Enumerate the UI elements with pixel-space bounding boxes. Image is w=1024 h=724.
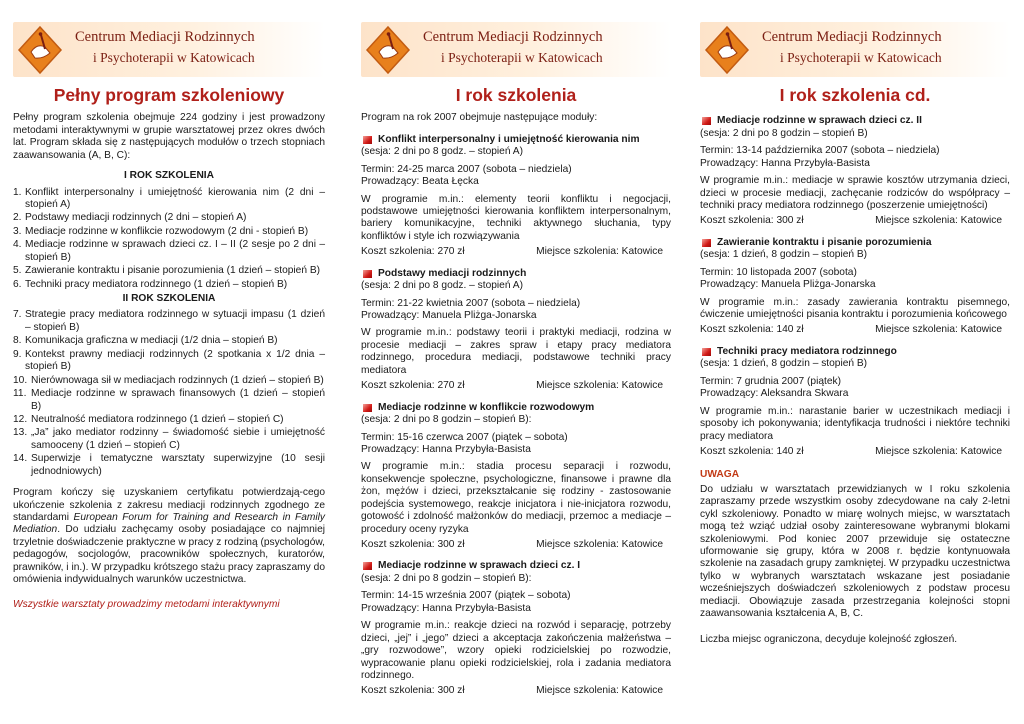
module-session: (sesja: 1 dzień, 8 godzin – stopień B) bbox=[700, 249, 868, 261]
module-list-item bbox=[13, 279, 325, 291]
limit-note: Liczba miejsc ograniczona, decyduje kolejność zgłoszeń. bbox=[700, 633, 958, 645]
module-cost-row bbox=[361, 246, 671, 258]
module-description: W programie m.in.: zasady zawierania kontraktu pisemnego, ćwiczenie umiejętności pisania kontraktu i porozumienia końcowego bbox=[700, 296, 1010, 321]
module-cost-row bbox=[700, 446, 1010, 458]
module-cost: Koszt szkolenia: 300 zł bbox=[700, 215, 804, 227]
module-cost-row bbox=[700, 324, 1010, 336]
module-title bbox=[700, 115, 1010, 127]
module-list-item bbox=[13, 414, 325, 426]
module-session: (sesja: 2 dni po 8 godzin – stopień B): bbox=[361, 414, 532, 426]
closing-text-a: Program kończy się uzyskaniem certyfikatu potwierdzają-cego ukończenie szkolenia z zakresu mediacji rodzinnych zgodnego ze standardami bbox=[13, 487, 325, 524]
module-session: (sesja: 2 dni po 8 godz. – stopień A) bbox=[361, 146, 523, 158]
bullet-icon bbox=[363, 136, 372, 144]
module-description: W programie m.in.: reakcje dzieci na rozwód i separację, potrzeby dzieci, „jej” i „jego” dzieci a akceptacja zakończenia małżeństwa – „gry rozwodowe”, wzory opieki rodzicielskiej po rozwodzie, wypracowanie planu opieki rodzicielskiej, rola i zadania mediatora rodzinnego. bbox=[361, 620, 671, 681]
org-name-line1: Centrum Mediacji Rodzinnych bbox=[762, 29, 942, 45]
footer-note: Wszystkie warsztaty prowadzimy metodami interaktywnymi bbox=[13, 598, 280, 610]
bullet-icon bbox=[363, 404, 372, 412]
module-term: Termin: 15-16 czerwca 2007 (piątek – sobota) bbox=[361, 431, 568, 443]
module-title bbox=[361, 134, 671, 146]
module-list bbox=[361, 134, 671, 698]
module-list-item bbox=[13, 239, 325, 264]
module-title-text: Techniki pracy mediatora rodzinnego bbox=[717, 345, 897, 357]
module-list-item bbox=[13, 427, 325, 452]
year1-module-list bbox=[13, 187, 325, 292]
org-name-line2: i Psychoterapii w Katowicach bbox=[780, 50, 942, 65]
pen-hand-icon bbox=[365, 25, 411, 75]
module-list-item bbox=[13, 309, 325, 334]
module-session: (sesja: 2 dni po 8 godzin – stopień B) bbox=[700, 127, 868, 139]
list-number: 4. bbox=[13, 239, 22, 251]
module-term: Termin: 10 listopada 2007 (sobota) bbox=[700, 266, 857, 278]
intro-text: Program na rok 2007 obejmuje następujące moduły: bbox=[361, 112, 598, 124]
module-place: Miejsce szkolenia: Katowice bbox=[536, 539, 663, 551]
org-name-line1: Centrum Mediacji Rodzinnych bbox=[423, 29, 603, 45]
module-cost-row bbox=[361, 539, 671, 551]
section-title: I rok szkolenia cd. bbox=[779, 85, 931, 105]
intro-text: Pełny program szkolenia obejmuje 224 godziny i jest prowadzony metodami interaktywnymi w grupie warsztatowej przez okres dwóch lat. Program składa się z następujących modułów o trzech stopniach zaawansowania (A, B, C): bbox=[13, 112, 325, 161]
org-name-line2: i Psychoterapii w Katowicach bbox=[441, 50, 603, 65]
module-description: W programie m.in.: mediacje w sprawie kosztów utrzymania dzieci, dzieci w procesie mediacji, zachęcanie rodziców do współpracy – techniki pracy mediatora rodzinnego (poszerzenie umiejętności) bbox=[700, 175, 1010, 211]
list-number: 6. bbox=[13, 278, 22, 290]
module-cost-row bbox=[700, 215, 1010, 227]
module-list-item bbox=[13, 187, 325, 212]
module-block bbox=[700, 115, 1010, 228]
org-name-line1: Centrum Mediacji Rodzinnych bbox=[75, 29, 255, 45]
module-description: W programie m.in.: stadia procesu separacji i rozwodu, konsekwencje społeczne, psychologiczne, finansowe i prawne dla żon, mężów i dzieci, przekształcanie się rodziny - zastosowanie podejścia systemowego, reakcje inicjatora i nie-inicjatora rozwodu, gotowość i zdolność małżonków do mediacji, przemoc a mediacje – procedury oceny ryzyka bbox=[361, 461, 671, 535]
module-cost: Koszt szkolenia: 270 zł bbox=[361, 246, 465, 258]
module-place: Miejsce szkolenia: Katowice bbox=[875, 215, 1002, 227]
module-list-item bbox=[13, 349, 325, 374]
module-title-text: Mediacje rodzinne w sprawach dzieci cz. II bbox=[717, 115, 922, 127]
closing-text-em: European Forum for Training and Research in Family Mediation bbox=[13, 512, 325, 536]
module-leader: Prowadzący: Aleksandra Skwara bbox=[700, 388, 849, 400]
module-description: W programie m.in.: podstawy teorii i praktyki mediacji, rodzina w procesie mediacji – zakres spraw i etapy pracy mediatora rodzinnego, procedura mediacji, podstawowe techniki pracy mediatora bbox=[361, 327, 671, 376]
column-year1-cont bbox=[700, 22, 1010, 646]
list-number: 14. bbox=[13, 453, 28, 465]
module-session: (sesja: 2 dni po 8 godzin – stopień B): bbox=[361, 572, 532, 584]
module-cost: Koszt szkolenia: 140 zł bbox=[700, 445, 804, 457]
list-text: Neutralność mediatora rodzinnego (1 dzień – stopień C) bbox=[31, 413, 284, 425]
module-block bbox=[361, 134, 671, 259]
notice-label: UWAGA bbox=[700, 469, 740, 481]
module-leader: Prowadzący: Manuela Pliżga-Jonarska bbox=[361, 310, 537, 322]
module-title-text: Zawieranie kontraktu i pisanie porozumienia bbox=[717, 236, 932, 248]
module-title bbox=[700, 237, 1010, 249]
list-text: „Ja” jako mediator rodzinny – świadomość siebie i umiejętność samooceny (1 dzień – stopień C) bbox=[31, 427, 325, 451]
module-leader: Prowadzący: Beata Łęcka bbox=[361, 176, 479, 188]
year2-module-list bbox=[13, 309, 325, 478]
list-number: 8. bbox=[13, 335, 22, 347]
module-list-item bbox=[13, 265, 325, 277]
list-text: Superwizje i tematyczne warsztaty superwizyjne (10 sesji jednodniowych) bbox=[31, 453, 325, 477]
list-number: 12. bbox=[13, 413, 28, 425]
module-list bbox=[700, 115, 1010, 458]
list-number: 3. bbox=[13, 225, 22, 237]
closing-text bbox=[13, 487, 325, 587]
module-cost: Koszt szkolenia: 300 zł bbox=[361, 539, 465, 551]
brand-header bbox=[13, 22, 325, 77]
list-text: Mediacje rodzinne w sprawach finansowych (1 dzień – stopień B) bbox=[31, 388, 325, 412]
list-number: 10. bbox=[13, 374, 28, 386]
pen-hand-icon bbox=[704, 25, 750, 75]
bullet-icon bbox=[702, 117, 711, 125]
module-cost: Koszt szkolenia: 140 zł bbox=[700, 324, 804, 336]
module-term: Termin: 24-25 marca 2007 (sobota – niedziela) bbox=[361, 163, 572, 175]
list-number: 5. bbox=[13, 265, 22, 277]
module-title bbox=[361, 268, 671, 280]
module-list-item bbox=[13, 453, 325, 478]
module-place: Miejsce szkolenia: Katowice bbox=[875, 445, 1002, 457]
module-title bbox=[361, 402, 671, 414]
brand-header bbox=[361, 22, 671, 77]
module-title bbox=[700, 346, 1010, 358]
module-block bbox=[361, 268, 671, 393]
module-title-text: Mediacje rodzinne w konflikcie rozwodowym bbox=[378, 401, 595, 413]
list-number: 13. bbox=[13, 427, 28, 439]
list-number: 7. bbox=[13, 309, 22, 321]
list-text: Mediacje rodzinne w sprawach dzieci cz. I – II (2 sesje po 2 dni – stopień B) bbox=[25, 239, 325, 263]
module-description: W programie m.in.: narastanie barier w uczestnikach mediacji i sposoby ich pokonywania; identyfikacja trudności i niektóre techniki pracy mediatora bbox=[700, 405, 1010, 442]
module-title-text: Podstawy mediacji rodzinnych bbox=[378, 267, 527, 279]
list-text: Mediacje rodzinne w konflikcie rozwodowym (2 dni - stopień B) bbox=[25, 225, 309, 237]
bullet-icon bbox=[702, 239, 711, 247]
column-year1 bbox=[361, 22, 671, 698]
closing-text-b: . Do udziału zachęcamy osoby posiadające co najmniej trzyletnie doświadczenie praktyczne w pracy z rodziną (psychologów, pedagogów, socjologów, pracowników społecznych, kuratorów, prawników, i in.). W przypadku krótszego stażu pracy zapraszamy do omówienia indywidualnych warunków uczestnictwa. bbox=[13, 524, 325, 586]
module-title bbox=[361, 560, 671, 572]
list-text: Konflikt interpersonalny i umiejętność kierowania nim (2 dni – stopień A) bbox=[25, 186, 325, 210]
module-description: W programie m.in.: elementy teorii konfliktu i negocjacji, podstawowe umiejętności kierowania konfliktem interpersonalnym, bariery komunikacyjne, techniki aktywnego słuchania, typy konfliktów i style ich rozwiązywania bbox=[361, 193, 671, 242]
module-place: Miejsce szkolenia: Katowice bbox=[536, 246, 663, 258]
module-list-item bbox=[13, 226, 325, 238]
column-full-program bbox=[13, 22, 325, 611]
list-number: 2. bbox=[13, 212, 22, 224]
module-leader: Prowadzący: Manuela Pliżga-Jonarska bbox=[700, 279, 876, 291]
list-text: Strategie pracy mediatora rodzinnego w sytuacji impasu (1 dzień – stopień B) bbox=[25, 309, 325, 333]
pen-hand-icon bbox=[17, 25, 63, 75]
year1-heading: I ROK SZKOLENIA bbox=[124, 170, 214, 182]
org-name-line2: i Psychoterapii w Katowicach bbox=[93, 50, 255, 65]
brand-header bbox=[700, 22, 1010, 77]
list-text: Techniki pracy mediatora rodzinnego (1 dzień – stopień B) bbox=[25, 278, 288, 290]
bullet-icon bbox=[363, 270, 372, 278]
module-list-item bbox=[13, 212, 325, 224]
section-title: I rok szkolenia bbox=[455, 85, 577, 105]
list-text: Nierównowaga sił w mediacjach rodzinnych (1 dzień – stopień B) bbox=[31, 374, 324, 386]
module-block bbox=[700, 237, 1010, 337]
module-leader: Prowadzący: Hanna Przybyła-Basista bbox=[361, 443, 531, 455]
module-list-item bbox=[13, 388, 325, 413]
module-list-item bbox=[13, 375, 325, 387]
year2-heading: II ROK SZKOLENIA bbox=[122, 293, 216, 305]
list-number: 11. bbox=[13, 388, 27, 400]
module-cost: Koszt szkolenia: 270 zł bbox=[361, 380, 465, 392]
list-number: 9. bbox=[13, 348, 22, 360]
module-session: (sesja: 2 dni po 8 godz. – stopień A) bbox=[361, 280, 523, 292]
list-text: Kontekst prawny mediacji rodzinnych (2 spotkania x 1/2 dnia – stopień B) bbox=[25, 348, 325, 373]
module-term: Termin: 7 grudnia 2007 (piątek) bbox=[700, 375, 842, 387]
module-leader: Prowadzący: Hanna Przybyła-Basista bbox=[361, 602, 531, 614]
module-place: Miejsce szkolenia: Katowice bbox=[536, 380, 663, 392]
module-cost-row bbox=[361, 685, 671, 697]
module-title-text: Mediacje rodzinne w sprawach dzieci cz. I bbox=[378, 560, 581, 572]
list-number: 1. bbox=[13, 186, 22, 198]
notice-text: Do udziału w warsztatach przewidzianych w I roku szkolenia zapraszamy przede wszystkim osoby zdecydowane na cały 2-letni cykl szkoleniowy. Ponadto w miarę wolnych miejsc, w warsztatach mogą też wziąć udział osoby zainteresowane wybranymi blokami szkoleniowymi. Pod koniec 2007 przewiduje się ostateczne uformowanie się grupy, która w 2008 r. będzie kontynuowała szkolenie na zasadach grupy zamkniętej. W przypadku uczestnictwa tylko w wybranych warsztatach wskazane jest posiadanie wcześniejszych doświadczeń szkoleniowych z podstaw procesu mediacji. Obowiązuje zasada przestrzegania kolejności stopni zaawansowania kształcenia A, B, C. bbox=[700, 483, 1010, 620]
module-title-text: Konflikt interpersonalny i umiejętność kierowania nim bbox=[378, 133, 640, 145]
module-place: Miejsce szkolenia: Katowice bbox=[536, 685, 663, 697]
module-session: (sesja: 1 dzień, 8 godzin – stopień B) bbox=[700, 358, 868, 370]
bullet-icon bbox=[363, 562, 372, 570]
list-text: Podstawy mediacji rodzinnych (2 dni – stopień A) bbox=[25, 212, 247, 224]
module-block bbox=[361, 560, 671, 697]
module-cost: Koszt szkolenia: 300 zł bbox=[361, 685, 465, 697]
module-block bbox=[361, 402, 671, 552]
module-term: Termin: 13-14 października 2007 (sobota – niedziela) bbox=[700, 145, 940, 157]
module-term: Termin: 21-22 kwietnia 2007 (sobota – niedziela) bbox=[361, 297, 581, 309]
page-title: Pełny program szkoleniowy bbox=[53, 85, 285, 105]
list-text: Komunikacja graficzna w mediacji (1/2 dnia – stopień B) bbox=[25, 335, 278, 347]
module-term: Termin: 14-15 września 2007 (piątek – sobota) bbox=[361, 590, 571, 602]
module-cost-row bbox=[361, 380, 671, 392]
bullet-icon bbox=[702, 348, 711, 356]
list-text: Zawieranie kontraktu i pisanie porozumienia (1 dzień – stopień B) bbox=[25, 265, 321, 277]
module-leader: Prowadzący: Hanna Przybyła-Basista bbox=[700, 157, 870, 169]
module-place: Miejsce szkolenia: Katowice bbox=[875, 324, 1002, 336]
module-list-item bbox=[13, 335, 325, 347]
module-block bbox=[700, 346, 1010, 459]
